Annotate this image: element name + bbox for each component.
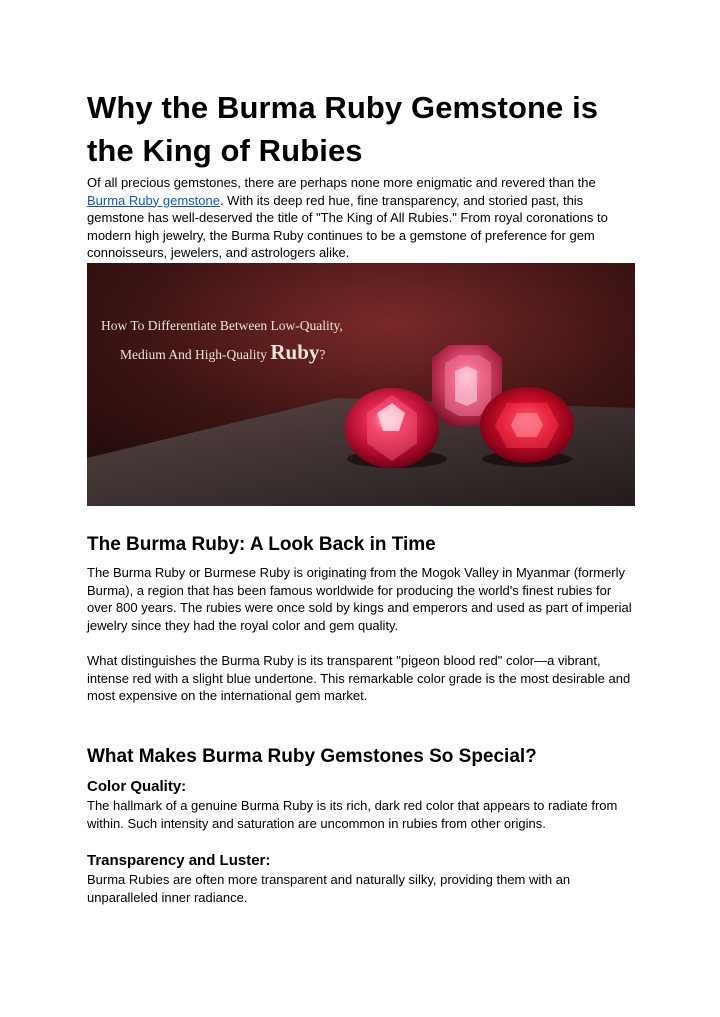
hero-caption-suffix: ? [319,347,326,362]
ruby-oval-left [345,388,439,468]
history-paragraph-1: The Burma Ruby or Burmese Ruby is originating from the Mogok Valley in Myanmar (formerly Burma), a region that has been famous worldwide for producing the world's finest rubies for over 800 years. The rubies were once sold by kings and emperors and used as part of imperial jewelry since they had the royal color and gem quality. [87,565,632,633]
section-heading-special: What Makes Burma Ruby Gemstones So Special? [87,746,537,767]
intro-text-before: Of all precious gemstones, there are perhaps none more enigmatic and revered than the [87,175,596,190]
hero-caption-emphasis: Ruby [270,340,320,364]
burma-ruby-gemstone-link[interactable]: Burma Ruby gemstone [87,192,220,208]
intro-text-after: . With its deep red hue, fine transparency, and storied past, this gemstone has well-deserved the title of "The King of All Rubies." From royal coronations to modern high jewelry, the Burma Ruby continues to be a gemstone of preference for gem connoisseurs, jewelers, and astrologers alike. [87,192,608,261]
section-heading-history: The Burma Ruby: A Look Back in Time [87,534,436,555]
intro-paragraph [87,174,635,262]
page-title: Why the Burma Ruby Gemstone is the King of Rubies [87,90,599,168]
hero-caption-prefix: Medium And High-Quality [120,347,271,362]
hero-image [87,263,635,506]
color-quality-paragraph: The hallmark of a genuine Burma Ruby is its rich, dark red color that appears to radiate from within. Such intensity and saturation are uncommon in rubies from other origins. [87,798,618,831]
transparency-paragraph: Burma Rubies are often more transparent and naturally silky, providing them with an unparalleled inner radiance. [87,872,571,905]
subheading-transparency: Transparency and Luster: [87,852,271,869]
history-paragraph-2: What distinguishes the Burma Ruby is its transparent "pigeon blood red" color—a vibrant, intense red with a slight blue undertone. This remarkable color grade is the most desirable and most expensive on the international gem market. [87,653,631,704]
ruby-cushion-right [480,387,574,463]
subheading-color-quality: Color Quality: [87,778,187,795]
hero-caption-line-1: How To Differentiate Between Low-Quality, [101,318,343,333]
